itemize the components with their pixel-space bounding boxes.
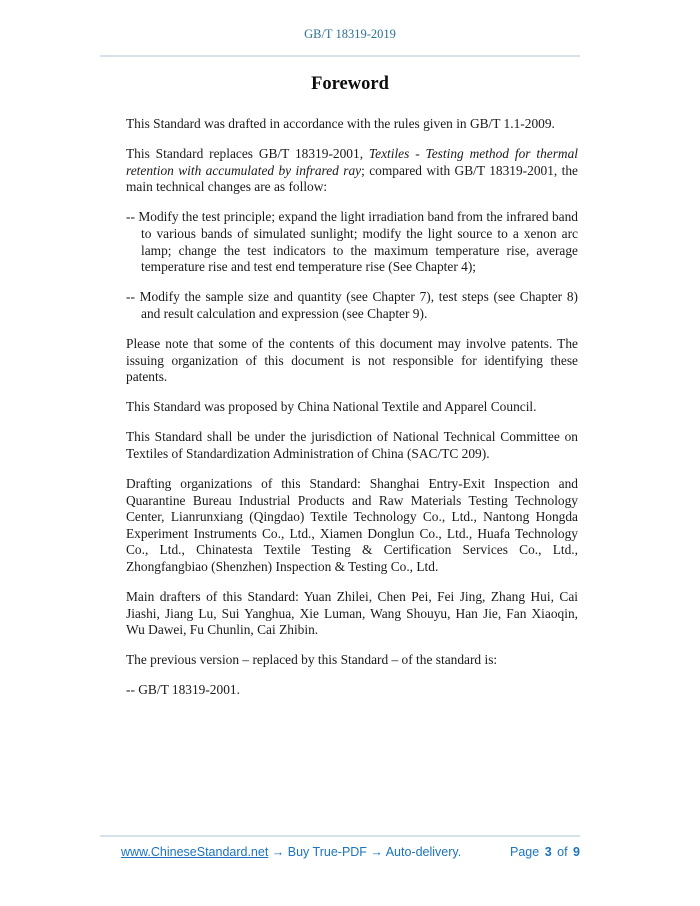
paragraph-drafting-organizations: Drafting organizations of this Standard: Shanghai Entry-Exit Inspection and Quarantine Bureau Industrial Products and Raw Materials Testing Technology Center, Lianrunxiang (Qingdao) Textile Technology Co., Ltd., Nantong Hongda Experiment Instruments Co., Ltd., Xiamen Donglun Co., Ltd., Huafa Technology Co., Ltd., Chinatesta Textile Testing & Certification Services Co., Ltd., Zhongfangbiao (Shenzhen) Inspection & Testing Co., Ltd. [126,476,578,574]
page-label: Page [510,845,540,859]
technical-change-item-2: -- Modify the sample size and quantity (see Chapter 7), test steps (see Chapter 8) and result calculation and expression (see Chapter 9). [126,289,578,321]
technical-change-item-1: -- Modify the test principle; expand the light irradiation band from the infrared band to various bands of simulated sunlight; modify the light source to a xenon arc lamp; change the test indicators to the maximum temperature rise, average temperature rise and test end temperature rise (See Chapter 4); [126,209,578,275]
standard-code: GB/T 18319-2019 [304,27,396,41]
paragraph-jurisdiction: This Standard shall be under the jurisdiction of National Technical Committee on Textiles of Standardization Administration of China (SAC/TC 209). [126,429,578,461]
paragraph-drafted: This Standard was drafted in accordance with the rules given in GB/T 1.1-2009. [126,116,555,131]
footer-tagline: → Buy True-PDF → Auto-delivery. [268,845,462,859]
paragraph-patents: Please note that some of the contents of this document may involve patents. The issuing organization of this document is not responsible for identifying these patents. [126,335,578,385]
paragraph-previous-version: The previous version – replaced by this Standard – of the standard is: [126,652,498,668]
page-title: Foreword [311,74,389,94]
page-footer [100,835,580,860]
page-current-number: 3 [544,845,552,859]
document-header [0,0,700,42]
footer-promo [100,845,461,860]
replaces-text-pre: This Standard replaces GB/T 18319-2001, [126,146,369,162]
paragraph-proposed-by: This Standard was proposed by China National Textile and Apparel Council. [126,399,537,415]
page-indicator [508,845,580,860]
replaced-standard-title: Textiles - Testing method for thermal retention with accumulated by infrared ray [126,146,578,178]
replaces-text-post: ; compared with GB/T 18319-2001, the main technical changes are as follow: [126,162,578,195]
paragraph-replaces [126,146,578,196]
paragraph-main-drafters: Main drafters of this Standard: Yuan Zhilei, Chen Pei, Fei Jing, Zhang Hui, Cai Jiashi, Jiang Lu, Sui Yanghua, Xie Luman, Wang Shouyu, Han Jie, Fan Xiaoqin, Wu Dawei, Fu Chunlin, Cai Zhibin. [126,589,578,638]
page-total-number: 9 [573,845,580,859]
header-divider [100,55,580,57]
previous-standard-code: -- GB/T 18319-2001. [126,682,240,698]
of-label: of [557,845,568,859]
chinesestandard-link[interactable]: www.ChineseStandard.net [121,845,269,859]
document-body [126,116,578,699]
